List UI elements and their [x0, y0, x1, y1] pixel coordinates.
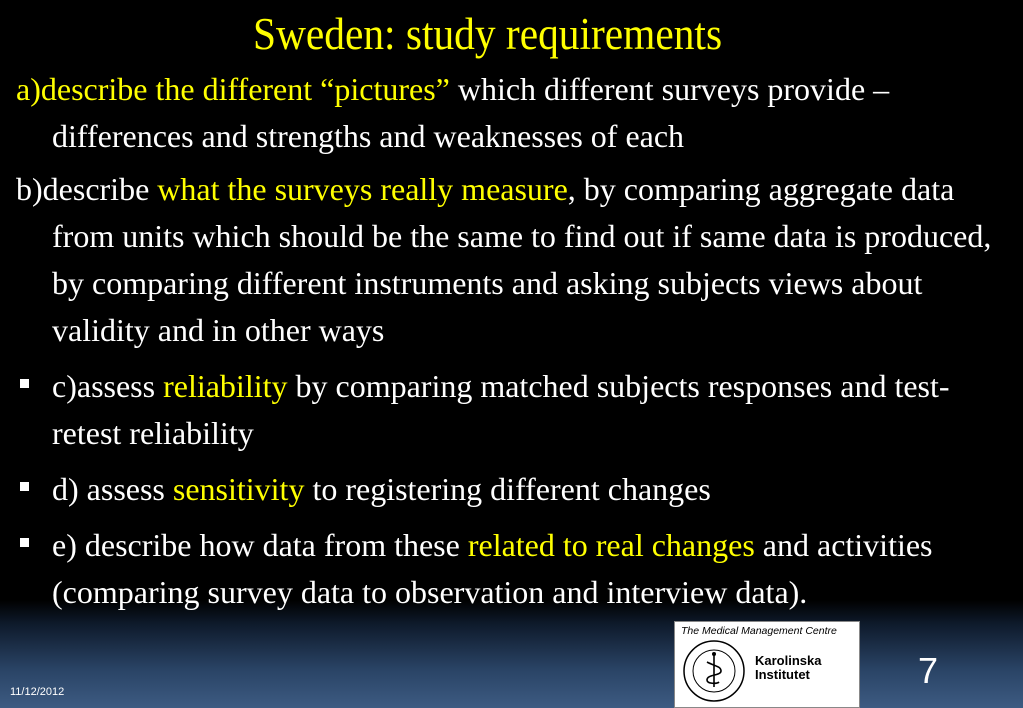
item-c — [16, 363, 1016, 457]
bullet-icon — [20, 482, 29, 491]
item-d — [16, 466, 1016, 513]
page-number: 7 — [918, 650, 939, 691]
item-b-text-1: b)describe — [16, 171, 158, 207]
item-e — [16, 522, 1016, 616]
item-e-text-1: e) describe how data from these — [52, 527, 468, 563]
item-b-highlight: what the surveys really measure — [157, 171, 568, 207]
slide-body — [16, 66, 1016, 616]
item-d-text-1: d) assess — [52, 471, 173, 507]
item-b-text-2: , by comparing aggregate data from units which should be the same to find out if same data is produced, by comparing different instruments and asking subjects views about validity and in other ways — [52, 171, 992, 348]
slide-title: Sweden: study requirements — [252, 9, 723, 59]
item-a-highlight: a)describe the different “pictures” — [16, 71, 450, 107]
logo-caption: The Medical Management Centre — [681, 625, 837, 637]
item-d-text-2: to registering different changes — [304, 471, 711, 507]
slide-date: 11/12/2012 — [10, 686, 65, 698]
item-e-highlight: related to real changes — [467, 527, 755, 563]
item-c-highlight: reliability — [163, 368, 288, 404]
item-c-text-2: by comparing matched subjects responses and test-retest reliability — [52, 368, 950, 451]
item-a — [16, 66, 1016, 160]
item-b — [16, 166, 1016, 354]
item-d-highlight: sensitivity — [172, 471, 305, 507]
item-a-text: which different surveys provide – differences and strengths and weaknesses of each — [52, 71, 890, 154]
item-c-text-1: c)assess — [52, 368, 164, 404]
footer-gradient-band — [0, 600, 1023, 708]
bullet-icon — [20, 379, 29, 388]
institution-name — [755, 654, 821, 682]
bullet-icon — [20, 538, 29, 547]
institution-name-line2: Institutet — [755, 667, 810, 682]
karolinska-seal-icon — [681, 638, 747, 704]
institution-name-line1: Karolinska — [755, 653, 822, 668]
karolinska-logo — [674, 621, 860, 708]
item-e-text-2: and activities (comparing survey data to observation and interview data). — [52, 527, 933, 610]
